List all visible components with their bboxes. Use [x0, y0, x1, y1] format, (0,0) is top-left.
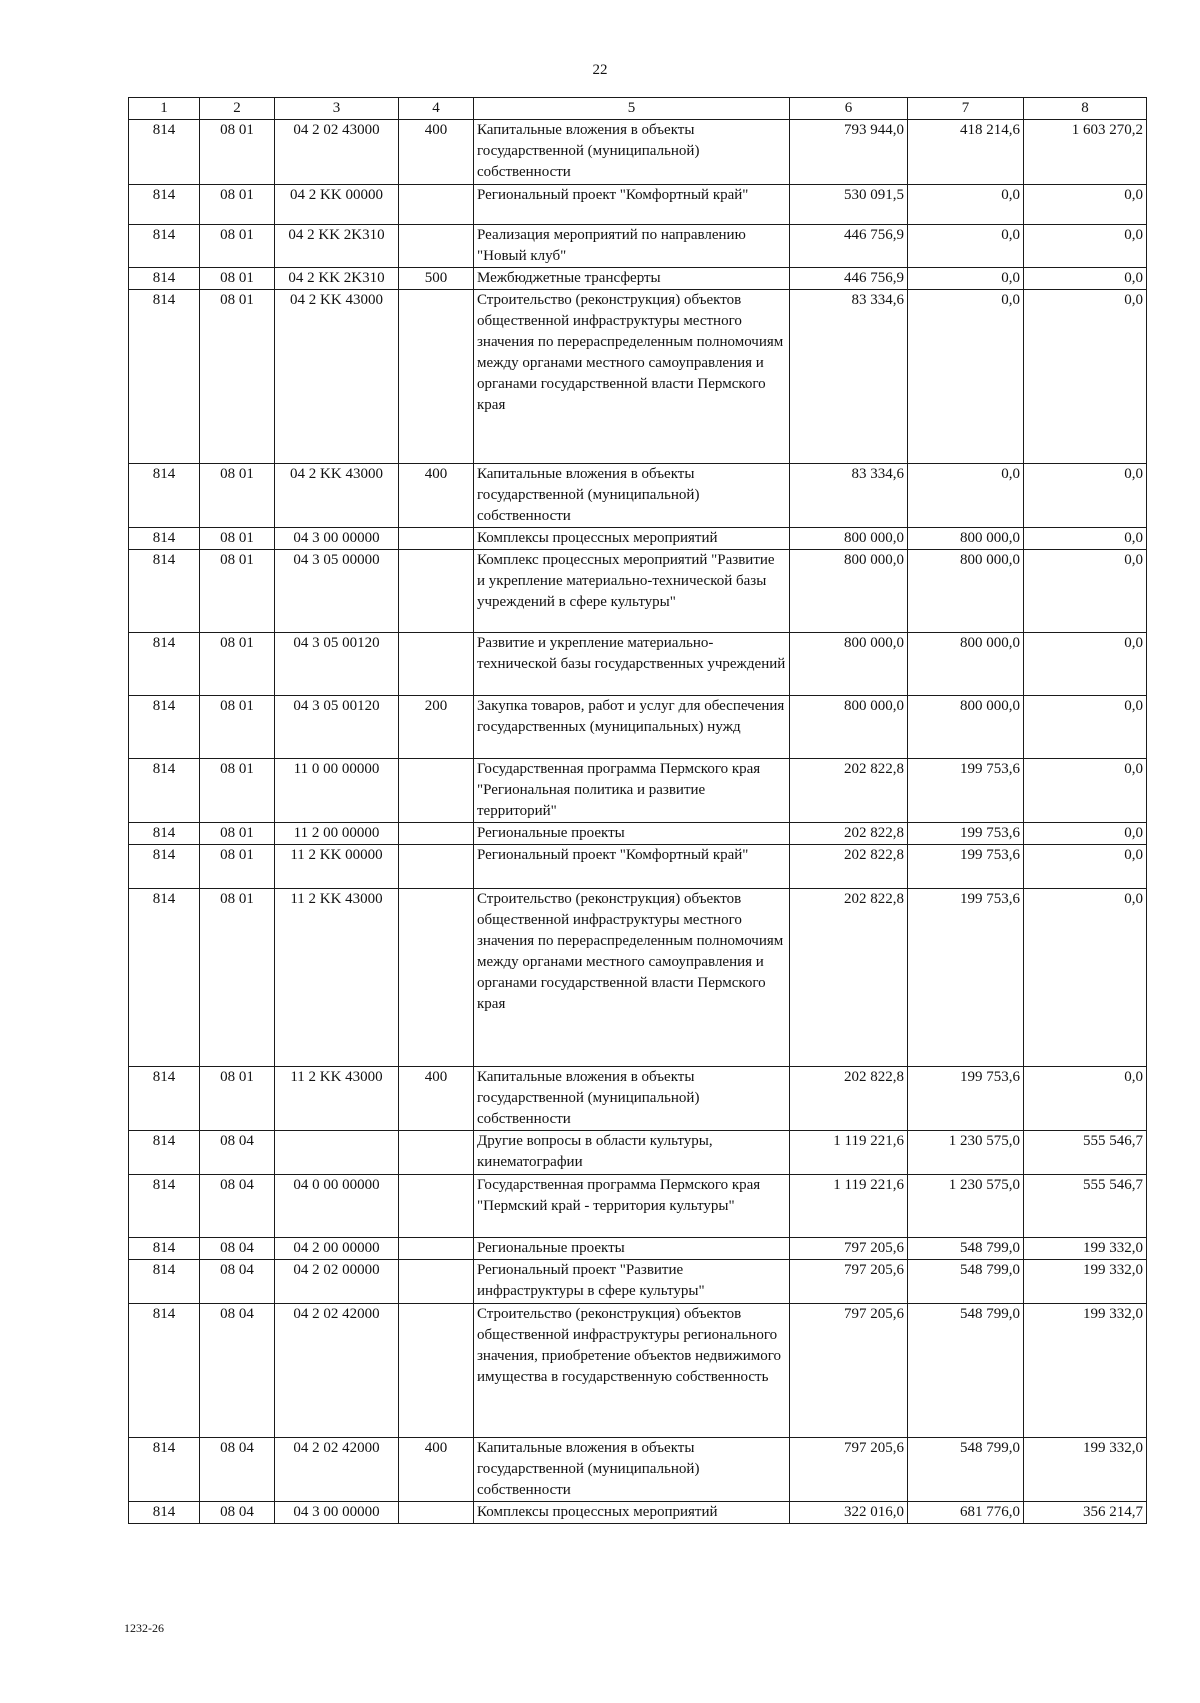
cell-col-7: 548 799,0: [908, 1438, 1024, 1502]
cell-col-6: 202 822,8: [790, 759, 908, 823]
cell-col-4: 400: [399, 1067, 474, 1131]
cell-col-7: 199 753,6: [908, 845, 1024, 889]
cell-col-8: 555 546,7: [1024, 1131, 1147, 1175]
cell-col-1: 814: [129, 823, 200, 845]
table-row: [129, 120, 1147, 185]
column-header: 3: [275, 98, 399, 120]
budget-table: [128, 97, 1147, 1524]
cell-col-4: [399, 889, 474, 1067]
table-row: [129, 889, 1147, 1067]
cell-col-8: 0,0: [1024, 823, 1147, 845]
cell-col-1: 814: [129, 464, 200, 528]
cell-col-5: Строительство (реконструкция) объектов общественной инфраструктуры местного значения по перераспределенным полномочиям между органами местного самоуправления и органами государственной власти Пермского края: [474, 290, 790, 464]
cell-col-5: Капитальные вложения в объекты государственной (муниципальной) собственности: [474, 120, 790, 185]
table-body: [129, 120, 1147, 1524]
cell-col-3: 04 2 02 42000: [275, 1304, 399, 1438]
cell-col-1: 814: [129, 1438, 200, 1502]
table-row: [129, 633, 1147, 696]
table-row: [129, 696, 1147, 759]
cell-col-6: 446 756,9: [790, 225, 908, 268]
cell-col-8: 0,0: [1024, 528, 1147, 550]
cell-col-3: 04 3 05 00000: [275, 550, 399, 633]
cell-col-3: 04 2 00 00000: [275, 1238, 399, 1260]
cell-col-1: 814: [129, 759, 200, 823]
cell-col-6: 202 822,8: [790, 1067, 908, 1131]
cell-col-2: 08 01: [200, 1067, 275, 1131]
cell-col-1: 814: [129, 528, 200, 550]
cell-col-6: 83 334,6: [790, 464, 908, 528]
cell-col-3: 04 0 00 00000: [275, 1175, 399, 1238]
column-header: 6: [790, 98, 908, 120]
cell-col-7: 0,0: [908, 464, 1024, 528]
cell-col-2: 08 01: [200, 823, 275, 845]
cell-col-7: 199 753,6: [908, 889, 1024, 1067]
table-row: [129, 550, 1147, 633]
cell-col-5: Комплексы процессных мероприятий: [474, 1502, 790, 1524]
cell-col-1: 814: [129, 225, 200, 268]
cell-col-6: 797 205,6: [790, 1238, 908, 1260]
cell-col-1: 814: [129, 1238, 200, 1260]
column-header: 7: [908, 98, 1024, 120]
cell-col-4: [399, 185, 474, 225]
cell-col-4: [399, 759, 474, 823]
cell-col-7: 0,0: [908, 268, 1024, 290]
cell-col-2: 08 01: [200, 845, 275, 889]
cell-col-7: 1 230 575,0: [908, 1175, 1024, 1238]
cell-col-8: 0,0: [1024, 889, 1147, 1067]
cell-col-3: 04 2 02 00000: [275, 1260, 399, 1304]
cell-col-5: Строительство (реконструкция) объектов общественной инфраструктуры местного значения по перераспределенным полномочиям между органами местного самоуправления и органами государственной власти Пермского края: [474, 889, 790, 1067]
cell-col-1: 814: [129, 696, 200, 759]
cell-col-8: 0,0: [1024, 550, 1147, 633]
table-row: [129, 1260, 1147, 1304]
cell-col-1: 814: [129, 1502, 200, 1524]
cell-col-5: Реализация мероприятий по направлению "Новый клуб": [474, 225, 790, 268]
cell-col-8: 199 332,0: [1024, 1260, 1147, 1304]
cell-col-6: 322 016,0: [790, 1502, 908, 1524]
cell-col-2: 08 04: [200, 1260, 275, 1304]
cell-col-4: 200: [399, 696, 474, 759]
cell-col-2: 08 01: [200, 290, 275, 464]
cell-col-3: 11 2 KK 00000: [275, 845, 399, 889]
cell-col-6: 793 944,0: [790, 120, 908, 185]
cell-col-3: 04 3 05 00120: [275, 633, 399, 696]
cell-col-2: 08 04: [200, 1502, 275, 1524]
cell-col-8: 199 332,0: [1024, 1304, 1147, 1438]
cell-col-3: 11 0 00 00000: [275, 759, 399, 823]
cell-col-8: 199 332,0: [1024, 1438, 1147, 1502]
cell-col-4: 400: [399, 120, 474, 185]
cell-col-7: 199 753,6: [908, 1067, 1024, 1131]
cell-col-4: [399, 1238, 474, 1260]
cell-col-1: 814: [129, 1067, 200, 1131]
cell-col-7: 199 753,6: [908, 759, 1024, 823]
cell-col-7: 548 799,0: [908, 1304, 1024, 1438]
cell-col-7: 548 799,0: [908, 1238, 1024, 1260]
cell-col-1: 814: [129, 185, 200, 225]
cell-col-2: 08 04: [200, 1438, 275, 1502]
cell-col-4: [399, 528, 474, 550]
cell-col-5: Капитальные вложения в объекты государственной (муниципальной) собственности: [474, 1438, 790, 1502]
cell-col-3: 04 3 05 00120: [275, 696, 399, 759]
cell-col-8: 199 332,0: [1024, 1238, 1147, 1260]
cell-col-3: 04 2 KK 00000: [275, 185, 399, 225]
cell-col-8: 0,0: [1024, 464, 1147, 528]
document-code: 1232-26: [124, 1621, 164, 1635]
cell-col-3: 11 2 00 00000: [275, 823, 399, 845]
cell-col-5: Межбюджетные трансферты: [474, 268, 790, 290]
cell-col-7: 0,0: [908, 290, 1024, 464]
cell-col-5: Строительство (реконструкция) объектов общественной инфраструктуры регионального значения, приобретение объектов недвижимого имущества в государственную собственность: [474, 1304, 790, 1438]
cell-col-6: 800 000,0: [790, 696, 908, 759]
column-header: 1: [129, 98, 200, 120]
table-row: [129, 1131, 1147, 1175]
table-row: [129, 225, 1147, 268]
cell-col-2: 08 04: [200, 1304, 275, 1438]
cell-col-5: Капитальные вложения в объекты государственной (муниципальной) собственности: [474, 464, 790, 528]
table-row: [129, 845, 1147, 889]
cell-col-5: Региональный проект "Комфортный край": [474, 185, 790, 225]
cell-col-6: 800 000,0: [790, 528, 908, 550]
cell-col-4: [399, 1502, 474, 1524]
cell-col-5: Региональный проект "Комфортный край": [474, 845, 790, 889]
cell-col-2: 08 01: [200, 268, 275, 290]
cell-col-3: 04 2 02 42000: [275, 1438, 399, 1502]
cell-col-2: 08 04: [200, 1175, 275, 1238]
column-header: 5: [474, 98, 790, 120]
cell-col-8: 0,0: [1024, 268, 1147, 290]
table-row: [129, 823, 1147, 845]
cell-col-6: 530 091,5: [790, 185, 908, 225]
cell-col-8: 356 214,7: [1024, 1502, 1147, 1524]
cell-col-4: [399, 1131, 474, 1175]
cell-col-7: 800 000,0: [908, 528, 1024, 550]
page-number: 22: [592, 62, 608, 78]
cell-col-1: 814: [129, 1260, 200, 1304]
cell-col-4: 400: [399, 464, 474, 528]
cell-col-8: 0,0: [1024, 633, 1147, 696]
cell-col-1: 814: [129, 1131, 200, 1175]
cell-col-5: Комплекс процессных мероприятий "Развитие и укрепление материально-технической базы учреждений в сфере культуры": [474, 550, 790, 633]
cell-col-7: 800 000,0: [908, 633, 1024, 696]
table-row: [129, 528, 1147, 550]
cell-col-1: 814: [129, 550, 200, 633]
cell-col-8: 0,0: [1024, 290, 1147, 464]
cell-col-6: 1 119 221,6: [790, 1175, 908, 1238]
cell-col-5: Региональные проекты: [474, 1238, 790, 1260]
cell-col-1: 814: [129, 889, 200, 1067]
cell-col-5: Региональные проекты: [474, 823, 790, 845]
cell-col-6: 202 822,8: [790, 823, 908, 845]
cell-col-2: 08 01: [200, 889, 275, 1067]
cell-col-5: Развитие и укрепление материально-технической базы государственных учреждений: [474, 633, 790, 696]
cell-col-1: 814: [129, 268, 200, 290]
table-header-row: [129, 98, 1147, 120]
table-row: [129, 185, 1147, 225]
cell-col-2: 08 01: [200, 696, 275, 759]
cell-col-2: 08 01: [200, 185, 275, 225]
cell-col-3: 11 2 KK 43000: [275, 1067, 399, 1131]
table-row: [129, 464, 1147, 528]
cell-col-6: 797 205,6: [790, 1304, 908, 1438]
cell-col-4: [399, 845, 474, 889]
cell-col-7: 0,0: [908, 225, 1024, 268]
cell-col-5: Другие вопросы в области культуры, кинематографии: [474, 1131, 790, 1175]
cell-col-6: 797 205,6: [790, 1438, 908, 1502]
cell-col-3: 04 2 02 43000: [275, 120, 399, 185]
column-header: 4: [399, 98, 474, 120]
cell-col-5: Капитальные вложения в объекты государственной (муниципальной) собственности: [474, 1067, 790, 1131]
cell-col-8: 0,0: [1024, 185, 1147, 225]
cell-col-2: 08 01: [200, 120, 275, 185]
cell-col-8: 555 546,7: [1024, 1175, 1147, 1238]
cell-col-3: [275, 1131, 399, 1175]
cell-col-4: 500: [399, 268, 474, 290]
cell-col-8: 0,0: [1024, 759, 1147, 823]
cell-col-7: 0,0: [908, 185, 1024, 225]
cell-col-5: Региональный проект "Развитие инфраструктуры в сфере культуры": [474, 1260, 790, 1304]
table-row: [129, 1438, 1147, 1502]
cell-col-8: 0,0: [1024, 1067, 1147, 1131]
column-header: 2: [200, 98, 275, 120]
cell-col-5: Закупка товаров, работ и услуг для обеспечения государственных (муниципальных) нужд: [474, 696, 790, 759]
cell-col-3: 04 2 KK 43000: [275, 290, 399, 464]
cell-col-6: 202 822,8: [790, 889, 908, 1067]
cell-col-4: [399, 290, 474, 464]
cell-col-2: 08 01: [200, 464, 275, 528]
cell-col-2: 08 01: [200, 633, 275, 696]
cell-col-6: 800 000,0: [790, 550, 908, 633]
table-row: [129, 759, 1147, 823]
cell-col-3: 04 3 00 00000: [275, 1502, 399, 1524]
cell-col-3: 11 2 KK 43000: [275, 889, 399, 1067]
cell-col-7: 548 799,0: [908, 1260, 1024, 1304]
cell-col-6: 1 119 221,6: [790, 1131, 908, 1175]
cell-col-7: 800 000,0: [908, 550, 1024, 633]
cell-col-4: [399, 1304, 474, 1438]
cell-col-6: 446 756,9: [790, 268, 908, 290]
table-row: [129, 1175, 1147, 1238]
cell-col-3: 04 2 KK 2K310: [275, 268, 399, 290]
cell-col-3: 04 3 00 00000: [275, 528, 399, 550]
cell-col-6: 202 822,8: [790, 845, 908, 889]
table-row: [129, 290, 1147, 464]
table-row: [129, 268, 1147, 290]
cell-col-1: 814: [129, 633, 200, 696]
cell-col-7: 1 230 575,0: [908, 1131, 1024, 1175]
cell-col-1: 814: [129, 120, 200, 185]
cell-col-6: 800 000,0: [790, 633, 908, 696]
cell-col-4: [399, 1175, 474, 1238]
cell-col-2: 08 04: [200, 1238, 275, 1260]
cell-col-4: [399, 225, 474, 268]
cell-col-8: 0,0: [1024, 696, 1147, 759]
column-header: 8: [1024, 98, 1147, 120]
cell-col-1: 814: [129, 845, 200, 889]
cell-col-1: 814: [129, 1304, 200, 1438]
cell-col-4: [399, 823, 474, 845]
table-row: [129, 1067, 1147, 1131]
cell-col-4: [399, 633, 474, 696]
cell-col-2: 08 01: [200, 225, 275, 268]
cell-col-4: [399, 1260, 474, 1304]
cell-col-2: 08 04: [200, 1131, 275, 1175]
table-row: [129, 1304, 1147, 1438]
cell-col-7: 199 753,6: [908, 823, 1024, 845]
cell-col-4: 400: [399, 1438, 474, 1502]
cell-col-8: 0,0: [1024, 845, 1147, 889]
cell-col-5: Государственная программа Пермского края "Региональная политика и развитие территорий": [474, 759, 790, 823]
cell-col-6: 797 205,6: [790, 1260, 908, 1304]
cell-col-2: 08 01: [200, 528, 275, 550]
cell-col-7: 681 776,0: [908, 1502, 1024, 1524]
cell-col-6: 83 334,6: [790, 290, 908, 464]
cell-col-5: Комплексы процессных мероприятий: [474, 528, 790, 550]
cell-col-2: 08 01: [200, 550, 275, 633]
cell-col-3: 04 2 KK 2K310: [275, 225, 399, 268]
cell-col-1: 814: [129, 290, 200, 464]
table-row: [129, 1502, 1147, 1524]
cell-col-8: 1 603 270,2: [1024, 120, 1147, 185]
cell-col-3: 04 2 KK 43000: [275, 464, 399, 528]
cell-col-7: 418 214,6: [908, 120, 1024, 185]
cell-col-4: [399, 550, 474, 633]
cell-col-7: 800 000,0: [908, 696, 1024, 759]
cell-col-1: 814: [129, 1175, 200, 1238]
cell-col-2: 08 01: [200, 759, 275, 823]
cell-col-5: Государственная программа Пермского края "Пермский край - территория культуры": [474, 1175, 790, 1238]
table-row: [129, 1238, 1147, 1260]
cell-col-8: 0,0: [1024, 225, 1147, 268]
